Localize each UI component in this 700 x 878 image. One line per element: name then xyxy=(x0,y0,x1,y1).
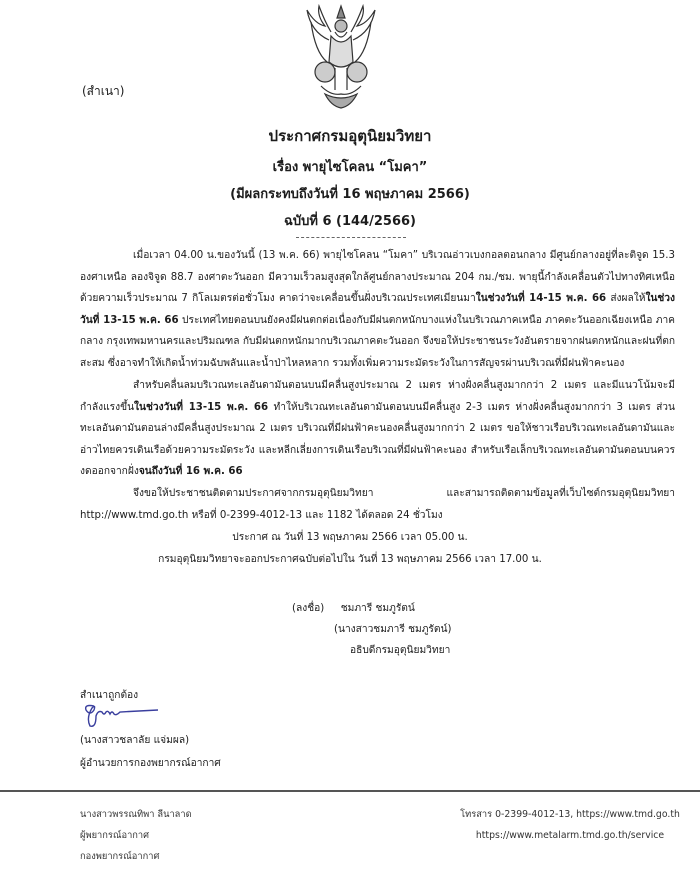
paragraph-sea-conditions xyxy=(80,375,675,483)
signed-name: ชมภารี ชมภูรัตน์ xyxy=(340,603,415,614)
signatory-position: อธิบดีกรมอุตุนิยมวิทยา xyxy=(350,645,451,656)
paragraph-text: ทำให้บริเวณทะเลอันดามันตอนบนมีคลื่นสูง 2-3 เมตร ห่างฝั่งคลื่นสูงมากกว่า 3 เมตร ส่วนทะเลอันดามันตอนล่างมีคลื่นสูงประมาณ 2 เมตร บริเวณที่มีฝนฟ้าคะนองคลื่นสูงมากกว่า 2 เมตร ขอให้ชาวเรือบริเวณทะเลอันดามันและอ่าวไทยควรเดินเรือด้วยความระมัดระวัง และหลีกเลี่ยงการเดินเรือบริเวณที่มีฝนฟ้าคะนอง สำหรับเรือเล็กบริเวณทะเลอันดามันตอนบนควรงดออกจากฝั่ง xyxy=(80,401,675,477)
issue-number: ฉบับที่ 6 (144/2566) xyxy=(284,214,416,229)
paragraph-text: สำหรับคลื่นลมบริเวณทะเลอันดามันตอนบนมีคลื่นสูงประมาณ 2 เมตร ห่างฝั่งคลื่นสูงมากกว่า 2 เมตร และมีแนวโน้มจะมีกำลังแรงขึ้น xyxy=(80,380,675,413)
footer-person-title: ผู้พยากรณ์อากาศ xyxy=(80,830,150,841)
signatory-full-name: (นางสาวชมภารี ชมภูรัตน์) xyxy=(334,624,452,635)
announcement-title: ประกาศกรมอุตุนิยมวิทยา xyxy=(268,127,432,145)
footer-contact-info xyxy=(440,804,700,846)
footer-department: กองพยากรณ์อากาศ xyxy=(80,851,160,862)
issued-at: ประกาศ ณ วันที่ 13 พฤษภาคม 2566 เวลา 05.00 น. xyxy=(232,532,468,543)
next-issue: กรมอุตุนิยมวิทยาจะออกประกาศฉบับต่อไปใน วันที่ 13 พฤษภาคม 2566 เวลา 17.00 น. xyxy=(158,554,542,565)
paragraph-cyclone-status xyxy=(80,245,675,374)
certifier-position: ผู้อำนวยการกองพยากรณ์อากาศ xyxy=(80,758,221,769)
paragraph-text: ส่งผลให้ xyxy=(606,293,646,304)
paragraph-follow-updates: จึงขอให้ประชาชนติดตามประกาศจากกรมอุตุนิยมวิทยา และสามารถติดตามข้อมูลที่เว็บไซต์กรมอุตุนิยมวิทยา http://www.tmd.go.th หรือที่ 0-2399-4012-13 และ 1182 ได้ตลอด 24 ชั่วโมง xyxy=(80,488,675,521)
certifier-name: (นางสาวชลาลัย แจ่มผล) xyxy=(80,735,190,746)
announcement-subject: เรื่อง พายุไซโคลน “โมคา” xyxy=(272,160,428,175)
highlight-date: ในช่วงวันที่ 13-15 พ.ค. 66 xyxy=(80,293,675,326)
footer-service-link[interactable]: https://www.metalarm.tmd.go.th/service xyxy=(475,830,665,841)
signature-icon xyxy=(80,702,160,728)
paragraph-text: ประเทศไทยตอนบนยังคงมีฝนตกต่อเนื่องกับมีฝนตกหนักบางแห่งในบริเวณภาคเหนือ ภาคตะวันออกเฉียงเหนือ ภาคกลาง กรุงเทพมหานครและปริมณฑล กับมีฝนตกหนักมากบริเวณภาคตะวันออก จึงขอให้ประชาชนระวังอันตรายจากฝนตกหนักและฝนที่ตกสะสม ซึ่งอาจทำให้เกิดน้ำท่วมฉับพลันและน้ำป่าไหลหลาก รวมทั้งเพิ่มความระมัดระวังในการสัญจรผ่านบริเวณที่มีฝนฟ้าคะนอง xyxy=(80,314,675,369)
signed-label: (ลงชื่อ) xyxy=(292,603,325,614)
paragraph-text: เมื่อเวลา 04.00 น.ของวันนี้ (13 พ.ค. 66) พายุไซโคลน “โมคา” บริเวณอ่าวเบงกอลตอนกลาง มีศูนย์กลางอยู่ที่ละติจูด 15.3 องศาเหนือ ลองจิจูด 88.7 องศาตะวันออก มีความเร็วลมสูงสุดใกล้ศูนย์กลางประมาณ 204 กม./ชม. พายุนี้กำลังเคลื่อนตัวไปทางทิศเหนือ ด้วยความเร็วประมาณ 7 กิโลเมตรต่อชั่วโมง คาดว่าจะเคลื่อนขึ้นฝั่งบริเวณประเทศเมียนมา xyxy=(80,250,675,304)
footer-divider xyxy=(0,790,700,792)
footer-person-name: นางสาวพรรณทิพา ลีนาลาด xyxy=(80,809,192,820)
effect-period: (มีผลกระทบถึงวันที่ 16 พฤษภาคม 2566) xyxy=(230,187,470,202)
garuda-emblem-icon xyxy=(301,2,381,112)
highlight-date: ในช่วงวันที่ 14-15 พ.ค. 66 xyxy=(475,293,607,304)
highlight-date: จนถึงวันที่ 16 พ.ค. 66 xyxy=(138,466,243,477)
certified-copy-label: สำเนาถูกต้อง xyxy=(80,690,139,701)
copy-label: (สำเนา) xyxy=(82,84,125,98)
signatory-block xyxy=(292,598,451,661)
highlight-date: ในช่วงวันที่ 13-15 พ.ค. 66 xyxy=(134,401,269,413)
footer-fax-website[interactable]: โทรสาร 0-2399-4012-13, https://www.tmd.go.th xyxy=(460,809,680,820)
separator-divider xyxy=(296,237,406,238)
footer-contact-person xyxy=(80,804,192,867)
